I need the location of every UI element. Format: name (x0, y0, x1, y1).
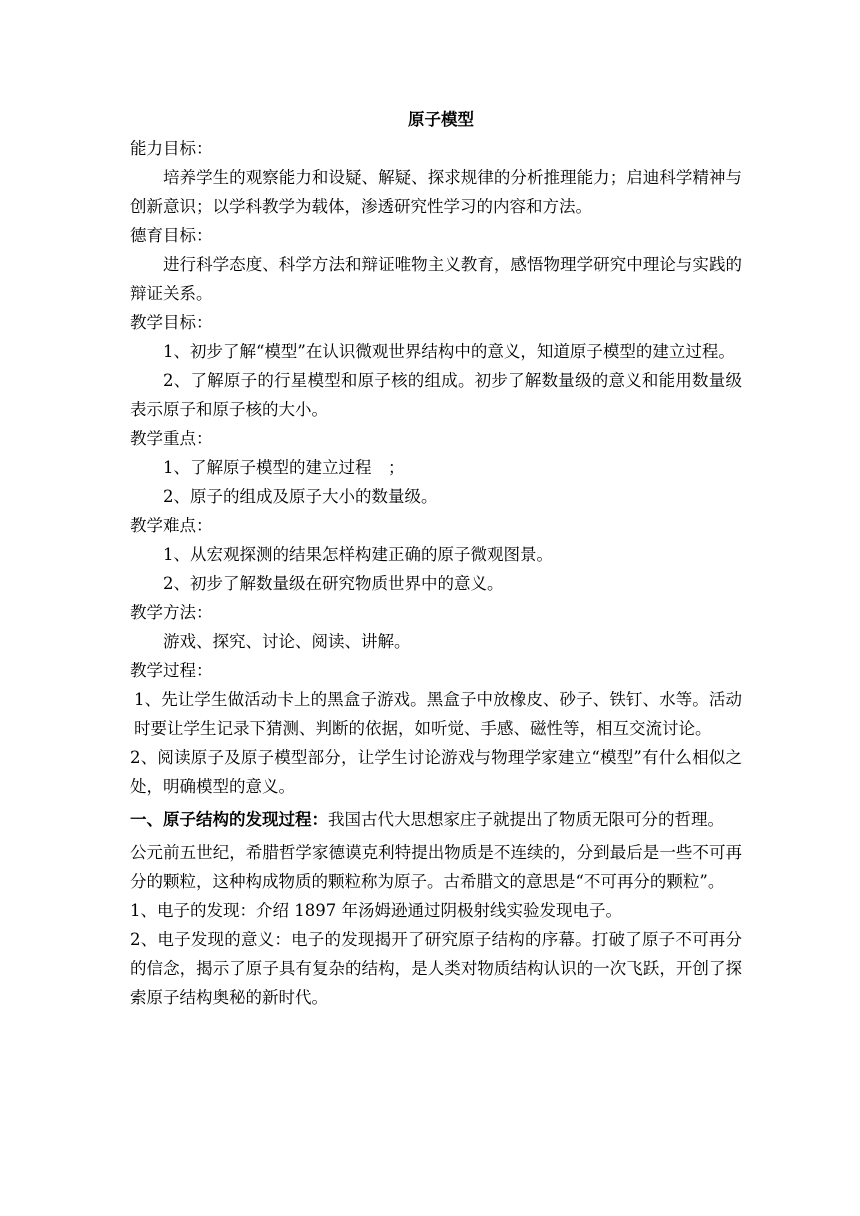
teaching-goal-item: 2、了解原子的行星模型和原子核的组成。初步了解数量级的意义和能用数量级表示原子和原子核的大小。 (130, 371, 742, 419)
section-1-intro: 我国古代大思想家庄子就提出了物质无限可分的哲理。 (328, 810, 724, 829)
teaching-goal-item: 1、初步了解“模型”在认识微观世界结构中的意义，知道原子模型的建立过程。 (163, 342, 735, 361)
process-heading: 教学过程： (130, 661, 213, 680)
section-1-line (130, 805, 742, 834)
methods-text: 游戏、探究、讨论、阅读、讲解。 (163, 632, 411, 651)
document-title: 原子模型 (408, 110, 474, 129)
moral-heading: 德育目标： (130, 226, 213, 245)
key-points-heading: 教学重点： (130, 429, 213, 448)
ability-text: 培养学生的观察能力和设疑、解疑、探求规律的分析推理能力；启迪科学精神与创新意识；以学科教学为载体，渗透研究性学习的内容和方法。 (130, 168, 742, 216)
key-point-item: 1、了解原子模型的建立过程 ； (163, 458, 405, 477)
section-1-paragraph-3: 2、电子发现的意义：电子的发现揭开了研究原子结构的序幕。打破了原子不可再分的信念，揭示了原子具有复杂的结构，是人类对物质结构认识的一次飞跃，开创了探索原子结构奥秘的新时代。 (130, 930, 742, 1007)
section-1-heading: 一、原子结构的发现过程： (130, 810, 328, 829)
key-point-item: 2、原子的组成及原子大小的数量级。 (163, 487, 438, 506)
section-1-paragraph-1: 公元前五世纪，希腊哲学家德谟克利特提出物质是不连续的，分到最后是一些不可再分的颗粒，这种构成物质的颗粒称为原子。古希腊文的意思是“不可再分的颗粒”。 (130, 843, 742, 891)
process-paragraph-2: 2、阅读原子及原子模型部分，让学生讨论游戏与物理学家建立“模型”有什么相似之处，明确模型的意义。 (130, 748, 742, 796)
moral-text: 进行科学态度、科学方法和辩证唯物主义教育，感悟物理学研究中理论与实践的辩证关系。 (130, 255, 742, 303)
section-1-paragraph-2: 1、电子的发现：介绍 1897 年汤姆逊通过阴极射线实验发现电子。 (130, 901, 622, 920)
process-paragraph-1: 1、先让学生做活动卡上的黑盒子游戏。黑盒子中放橡皮、砂子、铁钉、水等。活动时要让学生记录下猜测、判断的依据，如听觉、手感、磁性等，相互交流讨论。 (134, 690, 742, 738)
ability-heading: 能力目标： (130, 139, 213, 158)
document-page (130, 106, 742, 1012)
difficulties-heading: 教学难点： (130, 516, 213, 535)
methods-heading: 教学方法： (130, 603, 213, 622)
teaching-goals-heading: 教学目标： (130, 313, 213, 332)
difficulty-item: 2、初步了解数量级在研究物质世界中的意义。 (163, 574, 504, 593)
difficulty-item: 1、从宏观探测的结果怎样构建正确的原子微观图景。 (163, 545, 553, 564)
